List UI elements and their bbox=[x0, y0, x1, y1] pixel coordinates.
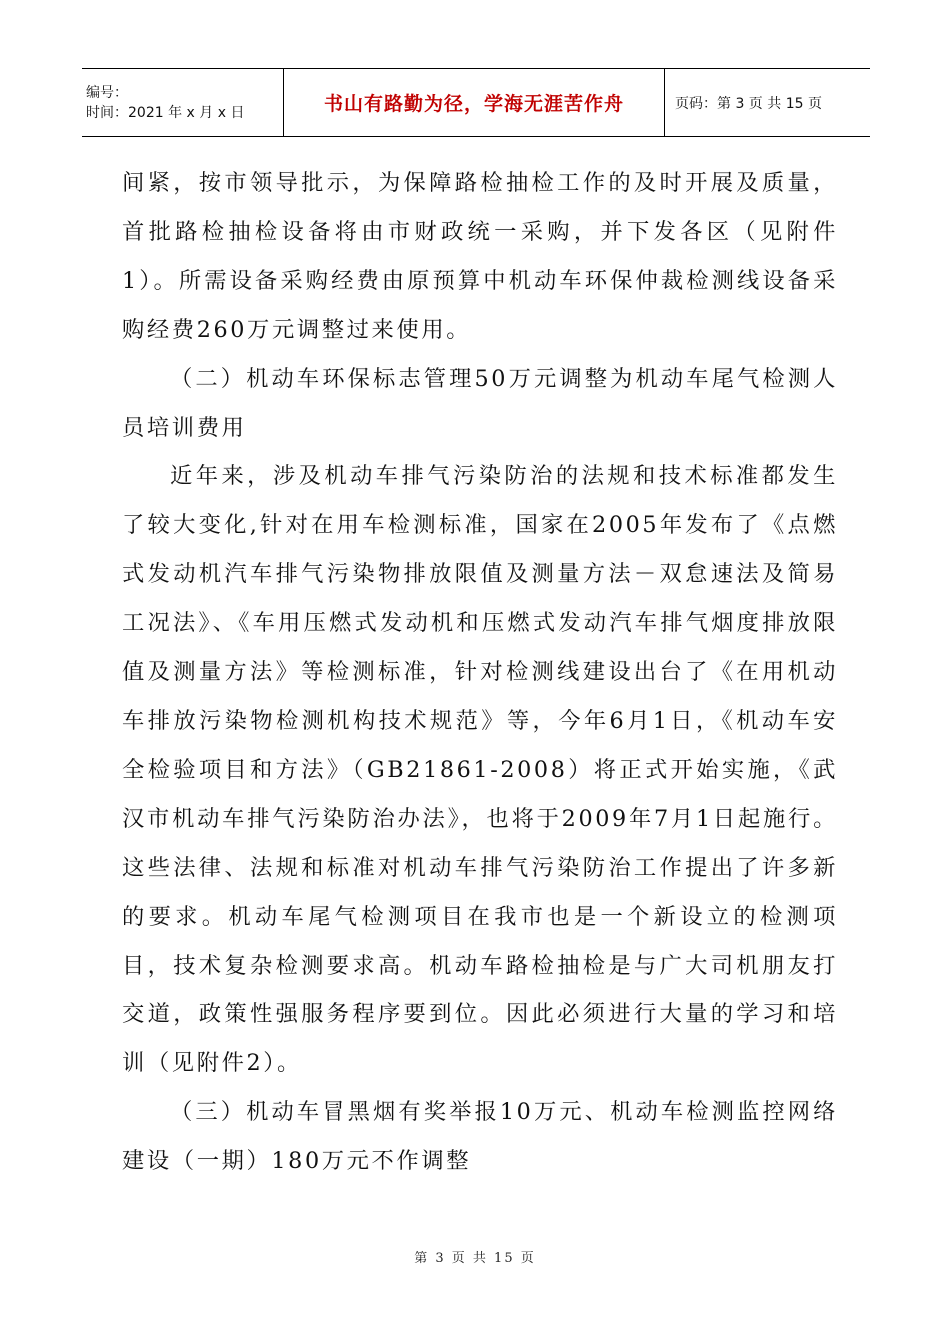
document-number-label: 编号： bbox=[86, 84, 128, 101]
paragraph-continuation: 间紧，按市领导批示，为保障路检抽检工作的及时开展及质量，首批路检抽检设备将由市财政统一采购，并下发各区（见附件1）。所需设备采购经费由原预算中机动车环保仲裁检测线设备采购经费260万元调整过来使用。 bbox=[122, 170, 838, 343]
page-header bbox=[82, 68, 870, 137]
section-heading-three: （三）机动车冒黑烟有奖举报10万元、机动车检测监控网络建设（一期）180万元不作调整 bbox=[122, 1099, 838, 1175]
section-heading-two: （二）机动车环保标志管理50万元调整为机动车尾气检测人员培训费用 bbox=[122, 365, 838, 441]
header-motto-cell bbox=[284, 69, 665, 137]
page-footer: 第 3 页 共 15 页 bbox=[414, 1251, 536, 1266]
header-meta bbox=[82, 69, 284, 137]
header-page-number: 页码：第 3 页 共 15 页 bbox=[665, 69, 871, 137]
paragraph-regulations: 近年来，涉及机动车排气污染防治的法规和技术标准都发生了较大变化,针对在用车检测标准，国家在2005年发布了《点燃式发动机汽车排气污染物排放限值及测量方法－双怠速法及简易工况法》、《车用压燃式发动机和压燃式发动汽车排气烟度排放限值及测量方法》等检测标准，针对检测线建设出台了《在用机动车排放污染物检测机构技术规范》等，今年6月1日，《机动车安全检验项目和方法》（GB21861-2008）将正式开始实施，《武汉市机动车排气污染防治办法》，也将于2009年7月1日起施行。这些法律、法规和标准对机动车排气污染防治工作提出了许多新的要求。机动车尾气检测项目在我市也是一个新设立的检测项目，技术复杂检测要求高。机动车路检抽检是与广大司机朋友打交道，政策性强服务程序要到位。因此必须进行大量的学习和培训（见附件2）。 bbox=[122, 463, 838, 1077]
document-time-label: 时间：2021 年 x 月 x 日 bbox=[86, 104, 245, 121]
document-body bbox=[122, 159, 838, 1186]
header-motto: 书山有路勤为径，学海无涯苦作舟 bbox=[323, 93, 624, 115]
